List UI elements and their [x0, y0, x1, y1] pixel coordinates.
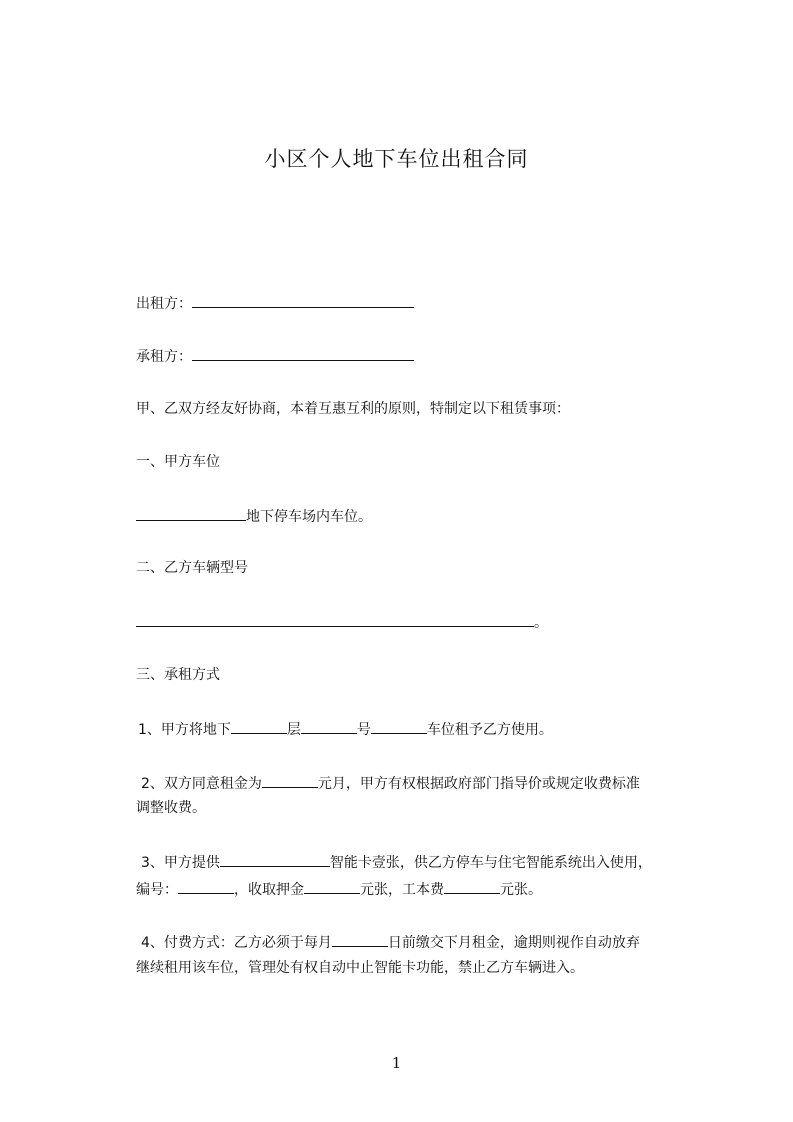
lessee-line	[136, 345, 414, 367]
lessor-blank[interactable]	[192, 292, 414, 308]
section3-heading: 三、承租方式	[136, 667, 220, 683]
section1-text	[136, 505, 372, 527]
item1-text-b: 层	[286, 722, 301, 738]
card-fee-blank[interactable]	[444, 878, 500, 894]
lessor-label: 出租方：	[136, 296, 192, 312]
section1-text-label: 地下停车场内车位。	[246, 509, 372, 525]
deposit-blank[interactable]	[304, 878, 360, 894]
section3-item3-line2	[136, 878, 542, 900]
section3-item2-line1	[141, 772, 640, 794]
item4-text-b: 日前缴交下月租金，逾期则视作自动放弃	[387, 935, 640, 951]
section1-heading: 一、甲方车位	[136, 454, 220, 470]
card-number-blank[interactable]	[178, 878, 234, 894]
intro-paragraph: 甲、乙双方经友好协商，本着互惠互利的原则，特制定以下租赁事项：	[136, 401, 570, 417]
item1-text-a: 1、甲方将地下	[138, 722, 231, 738]
vehicle-model-blank[interactable]	[136, 611, 534, 627]
item4-text-a: 4、付费方式：乙方必须于每月	[141, 935, 332, 951]
item3-text-b: 智能卡壹张，供乙方停车与住宅智能系统出入使用，	[329, 855, 652, 871]
section3-item3-line1	[141, 851, 652, 873]
section2-heading: 二、乙方车辆型号	[136, 560, 248, 576]
section3-item4-line1	[141, 931, 640, 953]
item2-text-a: 2、双方同意租金为	[141, 776, 262, 792]
document-title: 小区个人地下车位出租合同	[264, 147, 529, 171]
lessee-blank[interactable]	[192, 345, 414, 361]
item3-text-f: 元张。	[500, 882, 542, 898]
number-blank[interactable]	[301, 718, 357, 734]
due-day-blank[interactable]	[332, 931, 388, 947]
item1-text-c: 号	[356, 722, 371, 738]
page-number: 1	[391, 1054, 402, 1072]
section3-item1	[138, 718, 553, 740]
section3-item4-line2: 继续租用该车位，管理处有权自动中止智能卡功能，禁止乙方车辆进入。	[136, 960, 584, 976]
item3-text-e: 元张，工本费	[360, 882, 444, 898]
card-blank[interactable]	[220, 851, 330, 867]
rent-amount-blank[interactable]	[262, 772, 318, 788]
floor-blank[interactable]	[231, 718, 287, 734]
parking-location-blank[interactable]	[136, 505, 246, 521]
lessee-label: 承租方：	[136, 349, 192, 365]
item1-text-d: 车位租予乙方使用。	[426, 722, 553, 738]
item3-text-d: ，收取押金	[234, 882, 304, 898]
space-blank[interactable]	[371, 718, 427, 734]
lessor-line	[136, 292, 414, 314]
item3-text-c: 编号：	[136, 882, 178, 898]
section3-item2-line2: 调整收费。	[136, 800, 206, 816]
section2-text	[136, 611, 548, 633]
item2-text-b: 元月，甲方有权根据政府部门指导价或规定收费标准	[317, 776, 640, 792]
section2-end: 。	[534, 615, 548, 631]
item3-text-a: 3、甲方提供	[141, 855, 220, 871]
